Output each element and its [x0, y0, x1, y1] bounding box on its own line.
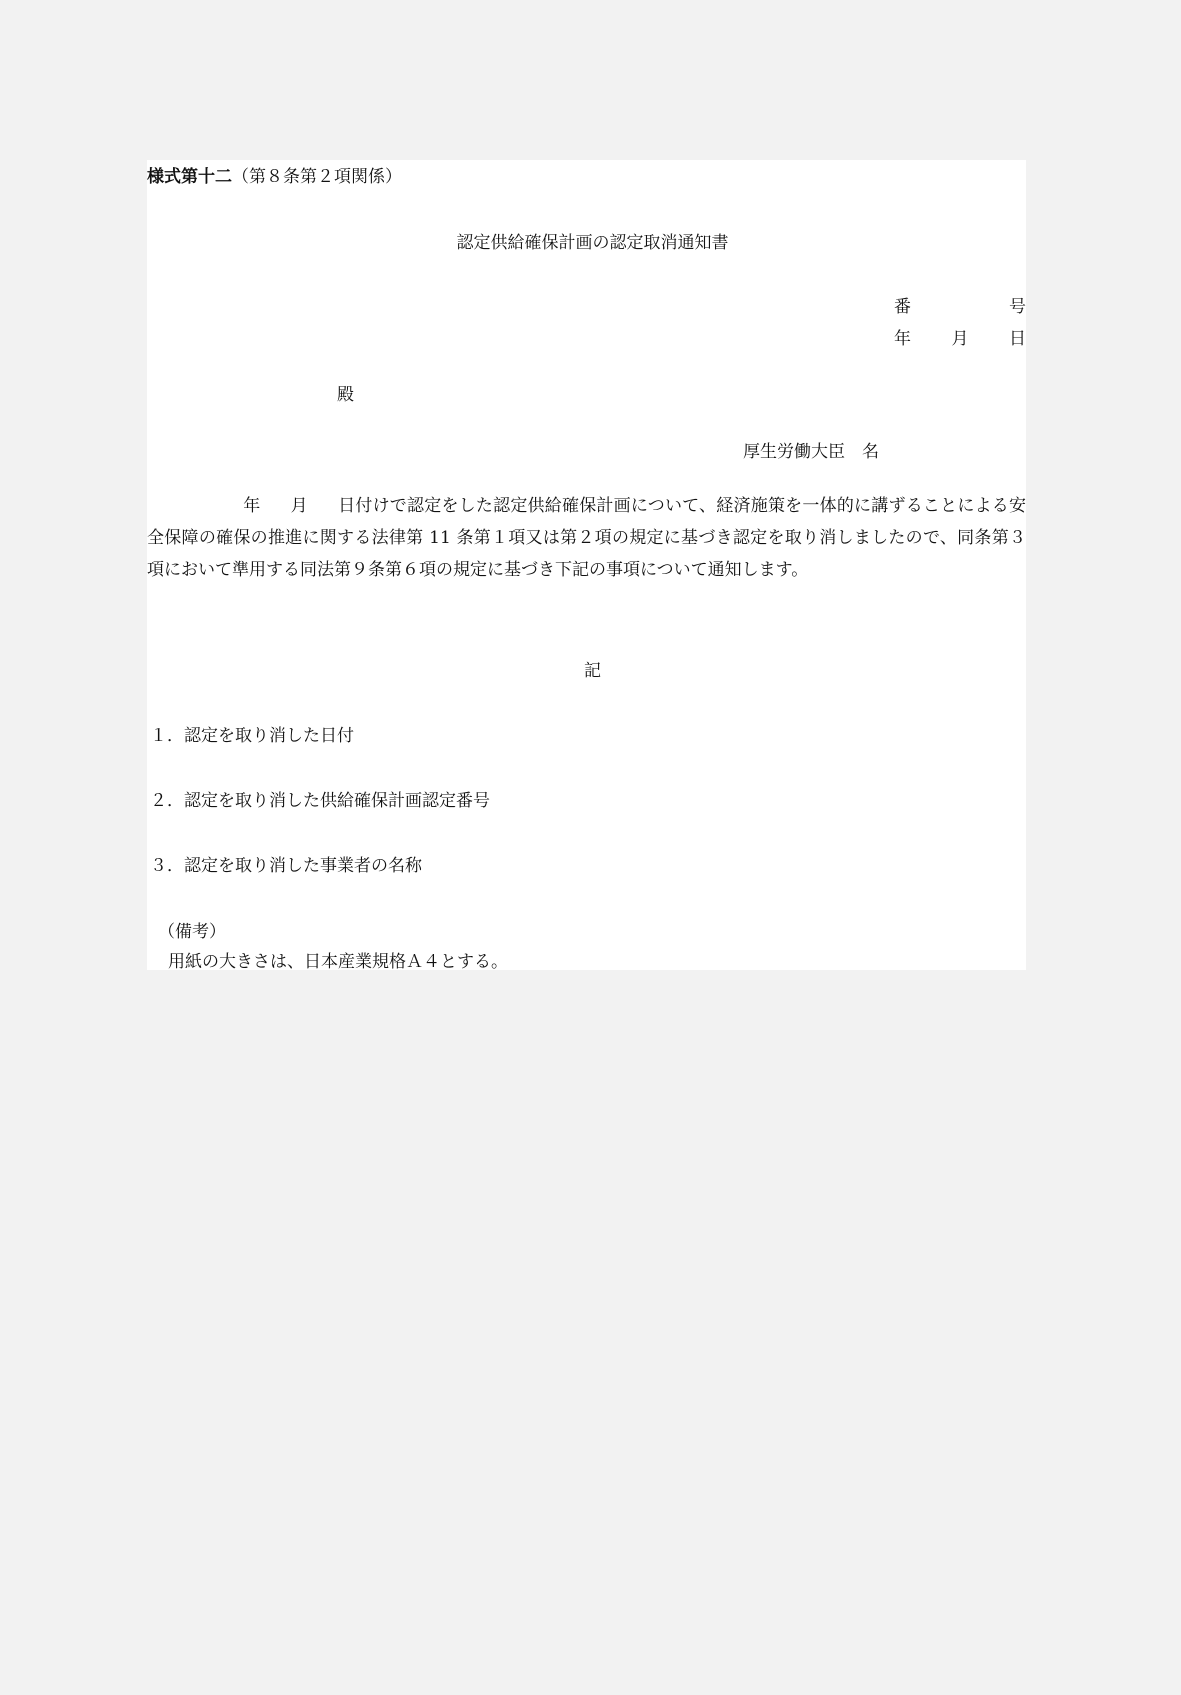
notes-heading: （備考）: [158, 922, 226, 942]
date-year: 年: [894, 329, 911, 349]
list-item: ２．認定を取り消した供給確保計画認定番号: [150, 791, 490, 811]
document-date-row: [894, 324, 1026, 349]
notice-body: [147, 490, 1026, 586]
date-month: 月: [951, 329, 969, 349]
ki-heading: 記: [584, 661, 601, 681]
document-number-row: [894, 292, 1026, 317]
number-label-right: 号: [1009, 297, 1026, 317]
body-month: 月: [290, 496, 308, 516]
date-day: 日: [1009, 329, 1026, 349]
list-item: １．認定を取り消した日付: [150, 726, 354, 746]
form-label: 様式第十二: [147, 167, 232, 187]
body-year: 年: [243, 496, 261, 516]
number-label-left: 番: [894, 297, 911, 317]
document-title: 認定供給確保計画の認定取消通知書: [456, 233, 729, 253]
list-item: ３．認定を取り消した事業者の名称: [150, 856, 422, 876]
notes-text: 用紙の大きさは、日本産業規格Ａ４とする。: [168, 952, 508, 972]
issuer-name: 厚生労働大臣 名: [743, 442, 879, 462]
addressee-honorific: 殿: [337, 385, 354, 405]
form-reference: （第８条第２項関係）: [232, 167, 402, 187]
body-text: 日付けで認定をした認定供給確保計画について、経済施策を一体的に講ずることによる安全保障の確保の推進に関する法律第 11 条第１項又は第２項の規定に基づき認定を取り消しましたので、同条第３項において準用する同法第９条第６項の規定に基づき下記の事項について通知します。: [147, 496, 1027, 580]
form-header: [147, 162, 402, 187]
